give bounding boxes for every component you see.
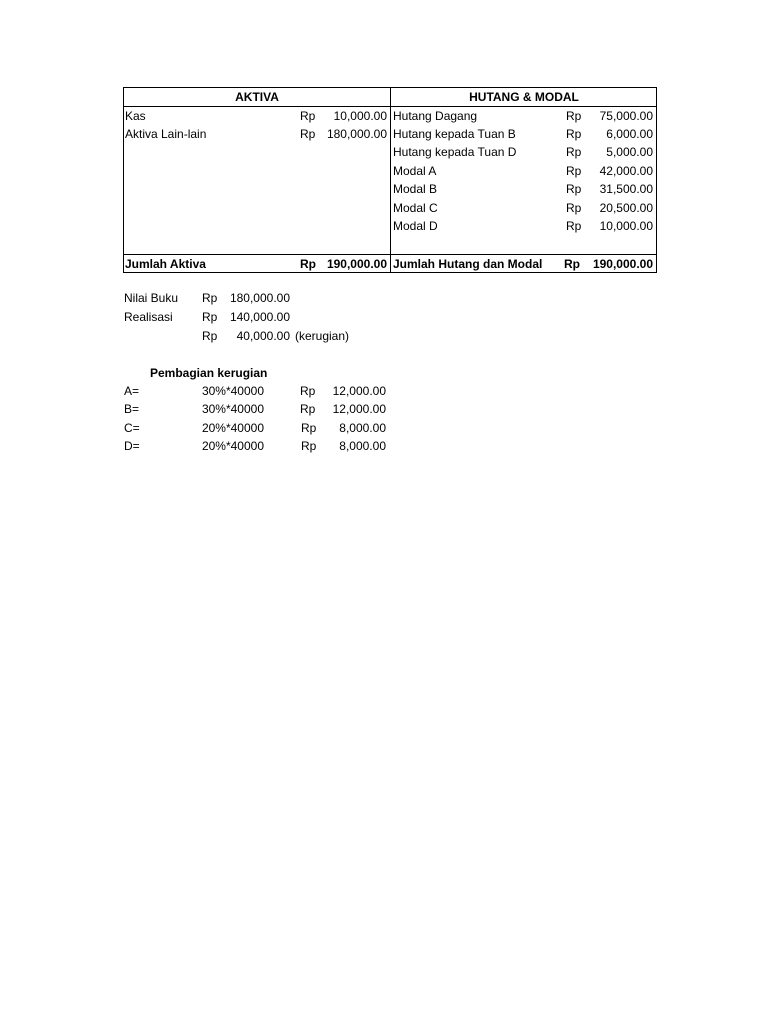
hutang-row-value: 6,000.00 — [606, 127, 653, 141]
total-aktiva-value: 190,000.00 — [326, 257, 387, 271]
pembagian-row-label: C= — [124, 421, 140, 435]
total-aktiva-currency: Rp — [300, 257, 316, 271]
aktiva-row-label: Aktiva Lain-lain — [125, 127, 207, 141]
pembagian-row-label: A= — [124, 384, 140, 398]
pembagian-row-label: B= — [124, 402, 140, 416]
hutang-row-label: Hutang kepada Tuan D — [393, 145, 517, 159]
modal-row-currency: Rp — [566, 182, 582, 196]
modal-row-value: 42,000.00 — [599, 164, 653, 178]
modal-row-currency: Rp — [566, 201, 582, 215]
pembagian-row-currency: Rp — [301, 439, 317, 453]
pembagian-row-value: 8,000.00 — [339, 439, 386, 453]
pembagian-title: Pembagian kerugian — [150, 366, 268, 380]
pembagian-row-label: D= — [124, 439, 140, 453]
pembagian-row-value: 8,000.00 — [339, 421, 386, 435]
pembagian-row-currency: Rp — [301, 421, 317, 435]
header-hutang-modal: HUTANG & MODAL — [469, 90, 579, 104]
nilai-buku-label: Nilai Buku — [124, 291, 179, 305]
realisasi-currency: Rp — [202, 310, 218, 324]
pembagian-row-formula: 30%*40000 — [201, 402, 264, 416]
nilai-buku-currency: Rp — [202, 291, 218, 305]
hutang-row-currency: Rp — [566, 145, 582, 159]
hutang-row-currency: Rp — [566, 127, 582, 141]
realisasi-label: Realisasi — [124, 310, 173, 324]
modal-row-label: Modal B — [393, 182, 438, 196]
kerugian-note: (kerugian) — [295, 329, 350, 343]
modal-row-value: 10,000.00 — [599, 219, 653, 233]
modal-row-label: Modal A — [393, 164, 437, 178]
modal-row-value: 31,500.00 — [599, 182, 653, 196]
hutang-row-value: 75,000.00 — [599, 109, 653, 123]
pembagian-row-formula: 20%*40000 — [201, 439, 264, 453]
pembagian-row-value: 12,000.00 — [332, 384, 386, 398]
pembagian-row-formula: 20%*40000 — [201, 421, 264, 435]
hutang-row-value: 5,000.00 — [606, 145, 653, 159]
realisasi-value: 140,000.00 — [229, 310, 290, 324]
pembagian-row-formula: 30%*40000 — [201, 384, 264, 398]
selisih-value: 40,000.00 — [236, 329, 290, 343]
pembagian-row-currency: Rp — [300, 402, 316, 416]
column-divider — [390, 88, 391, 272]
pembagian-row-value: 12,000.00 — [332, 402, 386, 416]
modal-row-label: Modal D — [393, 219, 438, 233]
hutang-row-currency: Rp — [566, 109, 582, 123]
selisih-currency: Rp — [202, 329, 218, 343]
modal-row-value: 20,500.00 — [599, 201, 653, 215]
total-aktiva-label: Jumlah Aktiva — [125, 257, 206, 271]
hutang-row-label: Hutang kepada Tuan B — [393, 127, 516, 141]
aktiva-row-currency: Rp — [300, 127, 316, 141]
nilai-buku-value: 180,000.00 — [229, 291, 290, 305]
pembagian-row-currency: Rp — [300, 384, 316, 398]
balance-sheet-table — [123, 87, 657, 273]
modal-row-label: Modal C — [393, 201, 438, 215]
total-hutang-modal-label: Jumlah Hutang dan Modal — [393, 257, 543, 271]
modal-row-currency: Rp — [566, 164, 582, 178]
aktiva-row-currency: Rp — [300, 109, 316, 123]
modal-row-currency: Rp — [566, 219, 582, 233]
header-aktiva: AKTIVA — [235, 90, 279, 104]
total-hutang-modal-currency: Rp — [564, 257, 580, 271]
total-hutang-modal-value: 190,000.00 — [592, 257, 653, 271]
aktiva-row-label: Kas — [125, 109, 146, 123]
aktiva-row-value: 180,000.00 — [326, 127, 387, 141]
hutang-row-label: Hutang Dagang — [393, 109, 478, 123]
aktiva-row-value: 10,000.00 — [333, 109, 387, 123]
